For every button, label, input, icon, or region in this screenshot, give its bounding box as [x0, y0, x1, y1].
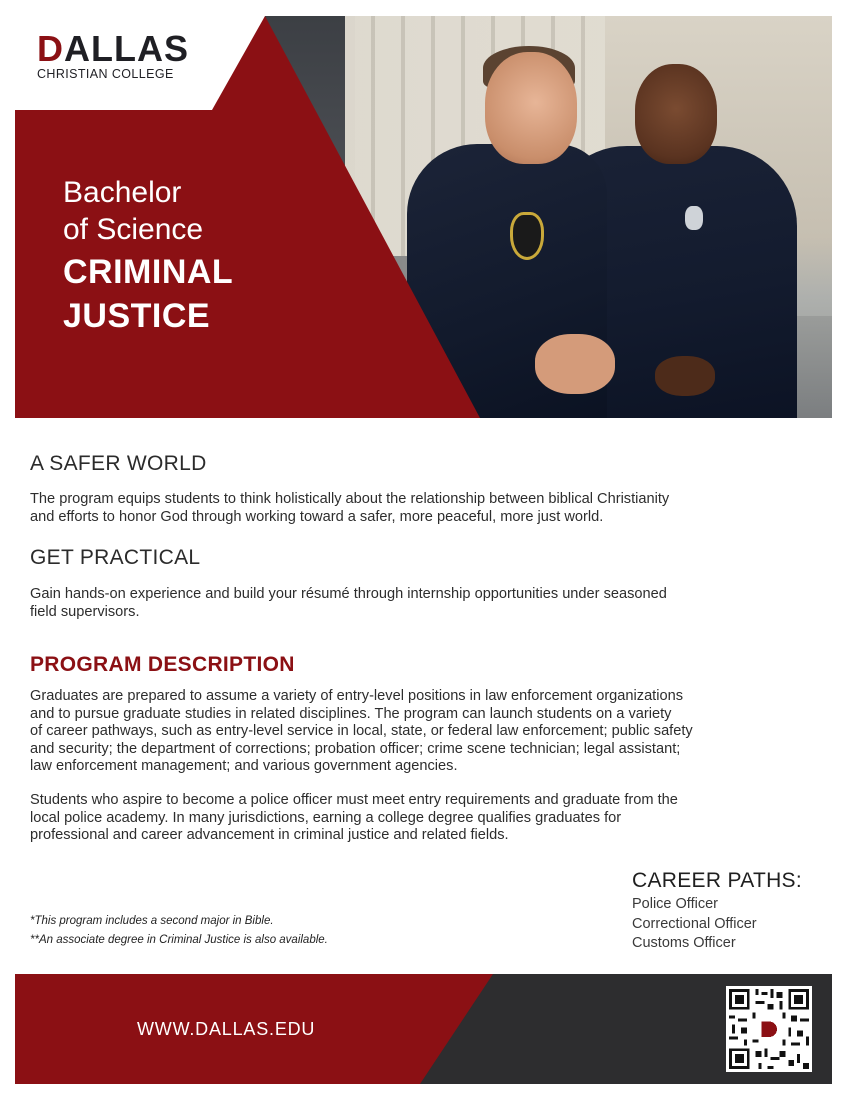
career-paths-list: [632, 895, 757, 954]
footnote-bible-major: *This program includes a second major in Bible.: [30, 915, 274, 927]
footer-bar: [15, 974, 832, 1084]
program-description-para2: Students who aspire to become a police officer must meet entry requirements and graduate from the local police academy. In many jurisdictions, earning a college degree qualifies graduates for professional and career advancement in criminal justice and related fields.: [30, 792, 678, 844]
get-practical-heading: GET PRACTICAL: [30, 546, 201, 569]
degree-title-block: [63, 174, 233, 338]
website-link[interactable]: WWW.DALLAS.EDU: [137, 1019, 316, 1039]
logo-subtitle: CHRISTIAN COLLEGE: [37, 67, 174, 81]
degree-type-line2: of Science: [63, 213, 204, 246]
program-title-line2: JUSTICE: [63, 297, 211, 335]
qr-code-icon[interactable]: [726, 986, 812, 1072]
career-paths-heading: CAREER PATHS:: [632, 869, 802, 892]
list-item: Correctional Officer: [632, 915, 757, 932]
program-description-heading: PROGRAM DESCRIPTION: [30, 653, 295, 676]
program-description-para1: Graduates are prepared to assume a variety of entry-level positions in law enforcement organizations and to pursue graduate studies in related disciplines. The program can launch students on a variety of career pathways, such as entry-level service in local, state, or federal law enforcement; public safety and security; the department of corrections; probation officer; crime scene technician; legal assistant; law enforcement management; and various government agencies.: [30, 688, 693, 775]
degree-type-line1: Bachelor: [63, 176, 182, 209]
college-logo[interactable]: DALLAS: [37, 28, 189, 69]
safer-world-heading: A SAFER WORLD: [30, 452, 207, 475]
safer-world-text: The program equips students to think holistically about the relationship between biblical Christianity and efforts to honor God through working toward a safer, more peaceful, more just world.: [30, 491, 670, 525]
program-title-line1: CRIMINAL: [63, 253, 234, 291]
get-practical-text: Gain hands-on experience and build your résumé through internship opportunities under seasoned field supervisors.: [30, 586, 667, 620]
footnotes: [30, 912, 328, 950]
list-item: Police Officer: [632, 896, 718, 912]
footnote-associate-degree: **An associate degree in Criminal Justice is also available.: [30, 934, 328, 946]
list-item: Customs Officer: [632, 935, 736, 951]
logo-wordmark: ALLAS: [64, 28, 189, 69]
